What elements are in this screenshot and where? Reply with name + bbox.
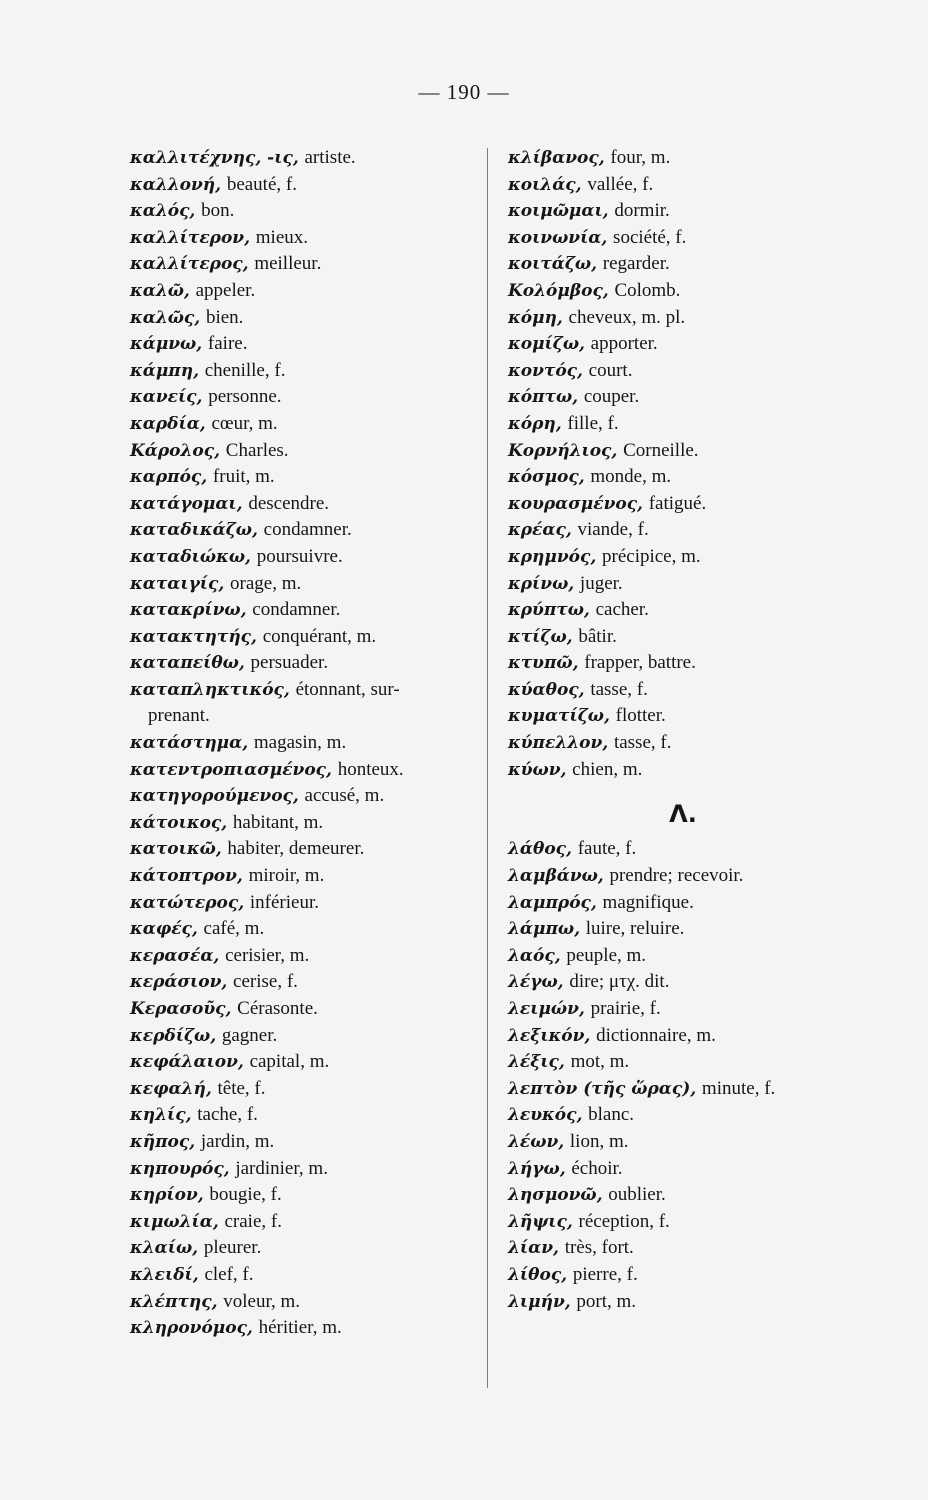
french-definition: frapper, battre. xyxy=(584,652,696,674)
french-definition: viande, f. xyxy=(577,519,649,541)
french-definition: très, fort. xyxy=(564,1237,634,1259)
greek-headword: καρπός, xyxy=(130,467,208,488)
dictionary-entry xyxy=(508,571,838,598)
french-definition: échoir. xyxy=(571,1157,623,1179)
dictionary-entry xyxy=(130,278,485,305)
french-definition: orage, m. xyxy=(230,572,302,594)
french-definition: court. xyxy=(588,359,633,381)
greek-headword: κεφαλή, xyxy=(130,1078,212,1099)
dictionary-entry xyxy=(130,251,485,278)
greek-headword: κομίζω, xyxy=(508,334,585,355)
dictionary-entry xyxy=(130,491,485,518)
french-definition: Colomb. xyxy=(614,279,681,301)
greek-headword: Κερασοῦς, xyxy=(130,999,232,1019)
greek-headword: λειμών, xyxy=(508,999,585,1019)
greek-headword: καλῶ, xyxy=(130,280,190,301)
greek-headword: λαμβάνω, xyxy=(508,866,604,887)
french-definition: dictionnaire, m. xyxy=(596,1024,716,1046)
dictionary-entry xyxy=(130,1049,485,1076)
dictionary-entry xyxy=(508,145,838,172)
french-definition: condamner. xyxy=(252,599,341,621)
french-definition: accusé, m. xyxy=(304,785,385,807)
dictionary-entry xyxy=(508,438,838,465)
greek-headword: λάμπω, xyxy=(508,919,580,940)
greek-headword: λιμήν, xyxy=(508,1291,571,1312)
dictionary-entry xyxy=(130,1235,485,1262)
greek-headword: κλίβανος, xyxy=(508,148,605,168)
french-definition: habiter, demeurer. xyxy=(227,838,365,860)
dictionary-entry xyxy=(508,278,838,305)
left-column xyxy=(130,145,485,1342)
greek-headword: κρέας, xyxy=(508,520,572,541)
greek-headword: κάτοικος, xyxy=(130,812,228,833)
dictionary-entry xyxy=(130,730,485,757)
dictionary-entry xyxy=(130,1262,485,1289)
dictionary-entry xyxy=(130,464,485,491)
greek-headword: λεπτὸν (τῆς ὥρας), xyxy=(508,1078,697,1099)
dictionary-entry xyxy=(130,438,485,465)
dictionary-entry xyxy=(508,597,838,624)
french-definition: fatigué. xyxy=(648,492,707,514)
french-definition: oublier. xyxy=(608,1184,666,1206)
greek-headword: Κάρολος, xyxy=(130,440,221,461)
french-definition: persuader. xyxy=(250,652,329,674)
greek-headword: καλλιτέχνης, -ις, xyxy=(130,148,299,168)
french-definition: précipice, m. xyxy=(602,545,701,567)
dictionary-entry xyxy=(508,916,838,943)
column-divider xyxy=(487,148,488,1388)
dictionary-entry xyxy=(508,890,838,917)
greek-headword: κρημνός, xyxy=(508,546,597,567)
french-definition: jardinier, m. xyxy=(235,1157,328,1179)
dictionary-entry xyxy=(508,703,838,730)
greek-headword: κύων, xyxy=(508,759,567,780)
french-definition: étonnant, sur- xyxy=(295,678,400,700)
greek-headword: κιμωλία, xyxy=(130,1211,219,1232)
greek-headword: λίαν, xyxy=(508,1238,559,1259)
dictionary-entry xyxy=(130,331,485,358)
greek-headword: κατακτητής, xyxy=(130,626,257,647)
french-definition: clef, f. xyxy=(204,1263,254,1285)
dictionary-entry xyxy=(130,1076,485,1103)
dictionary-entry xyxy=(130,783,485,810)
french-definition: faute, f. xyxy=(577,838,637,860)
dictionary-entry xyxy=(508,172,838,199)
french-definition: Charles. xyxy=(225,439,289,461)
dictionary-entry xyxy=(508,943,838,970)
french-definition: tache, f. xyxy=(197,1104,258,1126)
greek-headword: κηπουρός, xyxy=(130,1158,230,1179)
dictionary-entry xyxy=(508,969,838,996)
dictionary-entry xyxy=(130,863,485,890)
french-definition: vallée, f. xyxy=(587,173,654,195)
french-definition: inférieur. xyxy=(249,891,319,913)
dictionary-entry xyxy=(130,916,485,943)
french-definition: cheveux, m. pl. xyxy=(568,306,686,328)
french-definition: prendre; recevoir. xyxy=(609,865,744,887)
greek-headword: κηλίς, xyxy=(130,1105,192,1126)
french-definition: condamner. xyxy=(263,519,352,541)
greek-headword: κατάγομαι, xyxy=(130,493,243,514)
french-definition: bâtir. xyxy=(578,625,617,647)
greek-headword: κρύπτω, xyxy=(508,600,590,621)
greek-headword: κλαίω, xyxy=(130,1238,199,1259)
french-definition: lion, m. xyxy=(569,1130,629,1152)
section-heading: Λ. xyxy=(669,800,697,829)
french-definition: regarder. xyxy=(602,253,670,275)
dictionary-entry xyxy=(508,1102,838,1129)
greek-headword: καλός, xyxy=(130,201,196,222)
french-definition: voleur, m. xyxy=(223,1290,301,1312)
greek-headword: καλῶς, xyxy=(130,307,201,328)
dictionary-entry xyxy=(508,1129,838,1156)
french-definition: blanc. xyxy=(588,1104,635,1126)
dictionary-entry xyxy=(130,571,485,598)
dictionary-entry xyxy=(130,517,485,544)
greek-headword: λέγω, xyxy=(508,972,564,993)
french-definition: cacher. xyxy=(595,599,649,621)
dictionary-entry xyxy=(130,225,485,252)
french-definition: conquérant, m. xyxy=(262,625,377,647)
greek-headword: καλλίτερον, xyxy=(130,227,251,248)
dictionary-entry xyxy=(130,411,485,438)
dictionary-entry xyxy=(130,757,485,784)
french-definition: juger. xyxy=(579,572,623,594)
french-definition: couper. xyxy=(583,386,640,408)
french-definition: flotter. xyxy=(615,705,666,727)
dictionary-entry xyxy=(130,650,485,677)
dictionary-entry xyxy=(508,384,838,411)
dictionary-entry xyxy=(508,1156,838,1183)
french-definition: luire, reluire. xyxy=(585,918,685,940)
greek-headword: κοιλάς, xyxy=(508,174,582,195)
greek-headword: καλλονή, xyxy=(130,174,222,195)
dictionary-entry xyxy=(130,943,485,970)
dictionary-entry xyxy=(508,411,838,438)
greek-headword: λαός, xyxy=(508,945,561,966)
french-definition: apporter. xyxy=(590,333,658,355)
french-definition: craie, f. xyxy=(224,1210,282,1232)
dictionary-entry xyxy=(508,464,838,491)
dictionary-entry xyxy=(130,544,485,571)
greek-headword: λέξις, xyxy=(508,1052,565,1073)
french-definition: dormir. xyxy=(614,200,670,222)
dictionary-entry xyxy=(130,1156,485,1183)
french-definition: héritier, m. xyxy=(258,1317,342,1339)
dictionary-entry xyxy=(130,1209,485,1236)
dictionary-entry xyxy=(508,358,838,385)
french-definition: cerisier, m. xyxy=(225,944,310,966)
dictionary-entry xyxy=(130,1129,485,1156)
greek-headword: κόσμος, xyxy=(508,467,585,488)
right-column xyxy=(508,145,838,1315)
greek-headword: κύαθος, xyxy=(508,679,585,700)
dictionary-entry xyxy=(508,491,838,518)
dictionary-entry xyxy=(508,1076,838,1103)
greek-headword: λαμπρός, xyxy=(508,892,597,913)
greek-headword: κλειδί, xyxy=(130,1264,199,1285)
dictionary-entry xyxy=(508,251,838,278)
dictionary-entry xyxy=(130,996,485,1023)
greek-headword: κερδίζω, xyxy=(130,1025,217,1046)
dictionary-entry xyxy=(508,836,838,863)
french-definition: gagner. xyxy=(221,1024,278,1046)
dictionary-entry xyxy=(130,1315,485,1342)
french-definition: descendre. xyxy=(248,492,330,514)
french-definition: tasse, f. xyxy=(613,732,672,754)
french-definition: Corneille. xyxy=(623,439,699,461)
dictionary-entry xyxy=(130,1182,485,1209)
greek-headword: κάμνω, xyxy=(130,334,203,355)
dictionary-entry xyxy=(508,544,838,571)
french-definition: pierre, f. xyxy=(572,1263,638,1285)
dictionary-entry xyxy=(130,597,485,624)
greek-headword: κηρίον, xyxy=(130,1185,204,1206)
greek-headword: Κολόμβος, xyxy=(508,280,609,301)
french-definition: bon. xyxy=(201,200,235,222)
greek-headword: κόμη, xyxy=(508,307,563,328)
dictionary-entry xyxy=(508,996,838,1023)
dictionary-entry xyxy=(130,810,485,837)
greek-headword: κοινωνία, xyxy=(508,227,608,248)
dictionary-entry xyxy=(130,836,485,863)
dictionary-entry xyxy=(508,677,838,704)
french-definition: prenant. xyxy=(148,705,210,727)
dictionary-entry xyxy=(508,517,838,544)
greek-headword: λέων, xyxy=(508,1131,565,1152)
greek-headword: κτυπῶ, xyxy=(508,653,579,674)
french-definition: chien, m. xyxy=(572,758,643,780)
french-definition: four, m. xyxy=(610,147,671,168)
greek-headword: κερασέα, xyxy=(130,945,220,966)
french-definition: capital, m. xyxy=(249,1051,330,1073)
dictionary-entry xyxy=(130,1102,485,1129)
french-definition: poursuivre. xyxy=(256,545,343,567)
greek-headword: καταδιώκω, xyxy=(130,546,251,567)
dictionary-entry xyxy=(130,384,485,411)
greek-headword: λήγω, xyxy=(508,1158,566,1179)
greek-headword: καταπείθω, xyxy=(130,653,245,674)
greek-headword: κληρονόμος, xyxy=(130,1318,253,1339)
french-definition: faire. xyxy=(207,333,248,355)
french-definition: personne. xyxy=(208,386,282,408)
greek-headword: κλέπτης, xyxy=(130,1291,218,1312)
dictionary-entry xyxy=(508,305,838,332)
dictionary-entry xyxy=(508,863,838,890)
greek-headword: καφές, xyxy=(130,919,198,940)
dictionary-entry xyxy=(508,1235,838,1262)
french-definition: bien. xyxy=(205,306,244,328)
greek-headword: λευκός, xyxy=(508,1105,583,1126)
dictionary-entry xyxy=(508,1289,838,1316)
dictionary-entry xyxy=(508,198,838,225)
greek-headword: καταπληκτικός, xyxy=(130,679,290,700)
greek-headword: κουρασμένος, xyxy=(508,493,643,514)
greek-headword: κάτοπτρον, xyxy=(130,866,243,887)
greek-headword: κεράσιον, xyxy=(130,972,228,993)
french-definition: mot, m. xyxy=(570,1051,630,1073)
dictionary-entry xyxy=(508,1049,838,1076)
french-definition: fruit, m. xyxy=(212,466,275,488)
greek-headword: κρίνω, xyxy=(508,573,575,594)
page-number: — 190 — xyxy=(418,80,510,104)
dictionary-entry xyxy=(508,650,838,677)
greek-headword: λεξικόν, xyxy=(508,1025,591,1046)
greek-headword: κατεντροπιασμένος, xyxy=(130,759,332,780)
greek-headword: κύπελλον, xyxy=(508,733,609,754)
french-definition: miroir, m. xyxy=(248,865,325,887)
greek-headword: κοιμῶμαι, xyxy=(508,201,609,222)
french-definition: appeler. xyxy=(195,279,256,301)
french-definition: dire; μτχ. dit. xyxy=(569,971,670,993)
french-definition: habitant, m. xyxy=(232,811,324,833)
dictionary-entry xyxy=(130,1023,485,1050)
french-definition: peuple, m. xyxy=(566,944,647,966)
greek-headword: κυματίζω, xyxy=(508,706,610,727)
french-definition: Cérasonte. xyxy=(237,998,318,1019)
greek-headword: κατάστημα, xyxy=(130,733,249,754)
dictionary-entry-continuation xyxy=(130,703,485,730)
greek-headword: λησμονῶ, xyxy=(508,1185,603,1206)
greek-headword: λίθος, xyxy=(508,1264,568,1285)
dictionary-entry xyxy=(508,757,838,784)
dictionary-entry xyxy=(130,358,485,385)
dictionary-entry xyxy=(508,331,838,358)
dictionary-entry xyxy=(508,1023,838,1050)
greek-headword: κόρη, xyxy=(508,413,562,434)
greek-headword: κάμπη, xyxy=(130,360,199,381)
french-definition: tête, f. xyxy=(217,1077,266,1099)
dictionary-entry xyxy=(130,145,485,172)
dictionary-entry xyxy=(130,172,485,199)
french-definition: port, m. xyxy=(576,1290,637,1312)
greek-headword: καταδικάζω, xyxy=(130,520,258,541)
french-definition: pleurer. xyxy=(203,1237,262,1259)
french-definition: artiste. xyxy=(304,147,356,168)
dictionary-entry xyxy=(130,305,485,332)
dictionary-entry xyxy=(130,198,485,225)
french-definition: réception, f. xyxy=(578,1210,670,1232)
greek-headword: κατοικῶ, xyxy=(130,839,222,860)
greek-headword: κοιτάζω, xyxy=(508,254,598,275)
greek-headword: καταιγίς, xyxy=(130,573,225,594)
french-definition: minute, f. xyxy=(701,1077,776,1099)
french-definition: café, m. xyxy=(203,918,265,940)
greek-headword: κεφάλαιον, xyxy=(130,1052,244,1073)
greek-headword: καλλίτερος, xyxy=(130,254,249,275)
greek-headword: κοντός, xyxy=(508,360,583,381)
dictionary-entry xyxy=(508,730,838,757)
french-definition: magasin, m. xyxy=(253,732,347,754)
french-definition: cœur, m. xyxy=(211,412,278,434)
dictionary-entry xyxy=(508,1182,838,1209)
french-definition: meilleur. xyxy=(254,253,322,275)
french-definition: monde, m. xyxy=(590,466,672,488)
greek-headword: κτίζω, xyxy=(508,626,573,647)
greek-headword: λάθος, xyxy=(508,839,572,860)
french-definition: bougie, f. xyxy=(209,1184,282,1206)
greek-headword: κανείς, xyxy=(130,387,203,408)
dictionary-entry xyxy=(130,624,485,651)
greek-headword: κῆπος, xyxy=(130,1131,196,1152)
greek-headword: καρδία, xyxy=(130,413,206,434)
dictionary-entry xyxy=(130,890,485,917)
dictionary-entry xyxy=(130,969,485,996)
french-definition: prairie, f. xyxy=(590,998,661,1019)
french-definition: honteux. xyxy=(337,758,404,780)
dictionary-entry xyxy=(130,677,485,704)
dictionary-entry xyxy=(130,1289,485,1316)
greek-headword: κόπτω, xyxy=(508,387,579,408)
dictionary-entry xyxy=(508,624,838,651)
french-definition: cerise, f. xyxy=(233,971,298,993)
french-definition: jardin, m. xyxy=(200,1130,275,1152)
french-definition: mieux. xyxy=(255,226,309,248)
greek-headword: κατηγορούμενος, xyxy=(130,786,299,807)
french-definition: fille, f. xyxy=(567,412,619,434)
french-definition: magnifique. xyxy=(602,891,694,913)
dictionary-entry xyxy=(508,1209,838,1236)
french-definition: chenille, f. xyxy=(204,359,286,381)
french-definition: société, f. xyxy=(613,226,687,248)
french-definition: tasse, f. xyxy=(590,678,648,700)
french-definition: beauté, f. xyxy=(226,173,297,195)
greek-headword: κατακρίνω, xyxy=(130,600,247,621)
dictionary-entry xyxy=(508,1262,838,1289)
dictionary-entry xyxy=(508,225,838,252)
greek-headword: κατώτερος, xyxy=(130,892,245,913)
greek-headword: λῆψις, xyxy=(508,1211,573,1232)
greek-headword: Κορνήλιος, xyxy=(508,440,618,461)
